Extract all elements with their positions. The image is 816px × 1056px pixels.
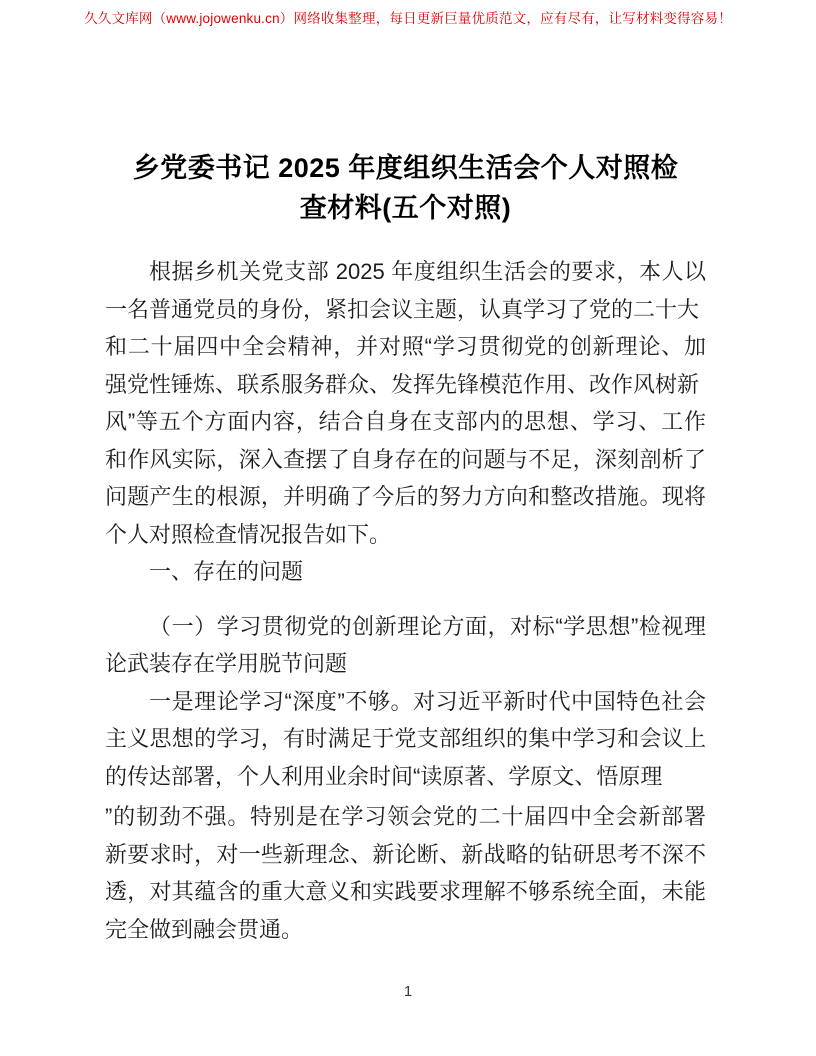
paragraph-issue-1a: 一是理论学习“深度”不够。对习近平新时代中国特色社会主义思想的学习，有时满足于党支部组织的集中学习和会议上的传达部署，个人利用业余时间“读原著、学原文、悟原理 [105,688,706,789]
watermark-text: 久久文库网（www.jojowenku.cn）网络收集整理，每日更新巨量优质范文，应有尽有，让写材料变得容易！ [84,11,732,26]
paragraph-intro-1: 根据乡机关党支部 2025 年度组织生活会的要求，本人以一名普通党员的身份，紧扣会议主题，认真学习了党的二十大 [105,259,706,322]
paragraph-issue-1b: ”的韧劲不强。特别是在学习领会党的二十届四中全会新部署新要求时，对一些新理念、新论断、新战略的钻研思考不深不透，对其蕴含的重大意义和实践要求理解不够系统全面，未能完全做到融会贯通。 [105,804,706,942]
section-heading-problems: 一、存在的问题 [149,559,304,584]
watermark-header [0,7,816,27]
document-content [105,148,706,948]
subsection-heading-theory: （一）学习贯彻党的创新理论方面，对标“学思想”检视理论武装存在学用脱节问题 [105,613,706,676]
paragraph-intro-2: 和二十届四中全会精神，并对照“学习贯彻党的创新理论、加强党性锤炼、联系服务群众、发挥先锋模范作用、改作风树新 [105,334,706,397]
paragraph-intro-3: 风”等五个方面内容，结合自身在支部内的思想、学习、工作和作风实际，深入查摆了自身存在的问题与不足，深刻剖析了问题产生的根源，并明确了今后的努力方向和整改措施。现将个人对照检查情况报告如下。 [105,409,707,547]
document-title: 乡党委书记 2025 年度组织生活会个人对照检查材料(五个对照) [132,153,679,223]
page-number: 1 [403,983,413,1000]
